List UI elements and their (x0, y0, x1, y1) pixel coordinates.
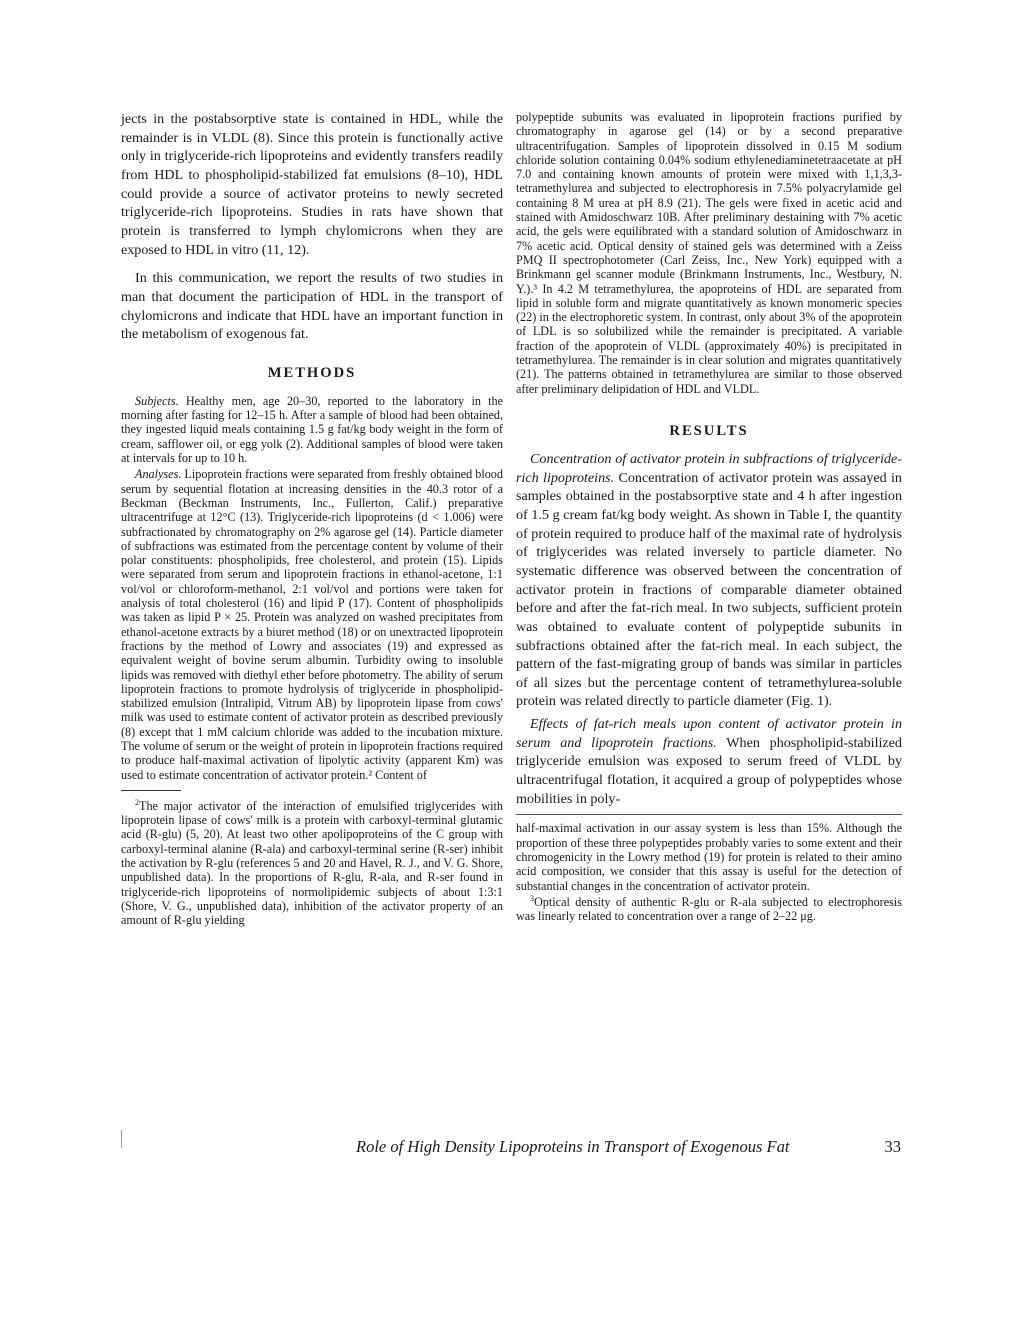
results-activator-subfractions (516, 450, 902, 711)
analyses-label: Analyses. (135, 467, 182, 482)
methods-heading: METHODS (267, 364, 357, 381)
footnote-2-mark: 2 (135, 797, 139, 807)
margin-rule (121, 1130, 122, 1148)
footnote-3 (516, 895, 902, 924)
methods-paragraph-continued: polypeptide subunits was evaluated in lipoprotein fractions purified by chromatography in agarose gel (14) or by a second preparative ultracentrifugation. Samples of lipoprotein dissolved in 0.15 M sodium chloride solution containing 0.04% sodium ethylenediaminetetraacetate at pH 7.0 and containing known amounts of protein were mixed with 1,1,3,3-tetramethylurea and subjected to electrophoresis in 7.5% polyacrylamide gel containing 8 M urea at pH 8.9 (21). The gels were fixed in acetic acid and stained with Amidoschwarz 10B. After preliminary destaining with 7% acetic acid, the gels were equilibrated with a standard solution of Amidoschwarz in 7% acetic acid. Optical density of stained gels was determined with a Zeiss PMQ II spectrophotometer (Carl Zeiss, Inc., New York) equipped with a Brinkmann gel scanner module (Brinkmann Instruments, Inc., Westbury, N. Y.).³ In 4.2 M tetramethylurea, the apoproteins of HDL are separated from lipid in soluble form and migrate quantitatively as known monomeric species (22) in the electrophoretic system. In contrast, only about 3% of the apoprotein of LDL is so solubilized while the remainder is precipitated. A variable fraction of the apoprotein of VLDL (approximately 40%) is precipitated in tetramethylurea. The remainder is in clear solution and migrates quantitatively (21). The patterns obtained in tetramethylurea are similar to those observed after preliminary delipidation of HDL and VLDL. (516, 110, 902, 396)
analyses-text: Lipoprotein fractions were separated from freshly obtained blood serum by sequential flotation at increasing densities in the 40.3 rotor of a Beckman (Beckman Instruments, Inc., Fullerton, Calif.) preparative ultracentrifuge at 12°C (13). Triglyceride-rich lipoproteins (d < 1.006) were subfractionated by chromatography on 2% agarose gel (14). Particle diameter of subfractions was estimated from the percentage content by volume of their polar constituents: phospholipids, free cholesterol, and protein (15). Lipids were separated from serum and lipoprotein fractions in ethanol-acetone, 1:1 vol/vol or chloroform-methanol, 2:1 vol/vol and portions were taken for analysis of total cholesterol (16) and lipid P (17). Content of phospholipids was taken as lipid P × 25. Protein was analyzed on washed precipitates from ethanol-acetone extracts by a biuret method (18) or on unextracted lipoprotein fractions by the method of Lowry and associates (19) and expressed as equivalent weight of bovine serum albumin. Turbidity owing to insoluble lipids was removed with diethyl ether before photometry. The ability of serum lipoprotein fractions to promote hydrolysis of triglyceride in phospholipid-stabilized emulsion (Intralipid, Vitrum AB) by lipoprotein lipase from cows' milk was used to estimate content of activator protein as described previously (8) except that 1 mM calcium chloride was added to the incubation mixture. The volume of serum or the weight of protein in lipoprotein fractions required to produce half-maximal activation of lipolytic activity (apparent Km) was used to estimate concentration of activator protein.² Content of (121, 467, 503, 782)
intro-paragraph-communication: In this communication, we report the results of two studies in man that document the participation of HDL in the transport of chylomicrons and indicate that HDL have an important function in the metabolism of exogenous fat. (121, 270, 503, 343)
footnote-2-text: The major activator of the interaction of emulsified triglycerides with lipoprotein lipase of cows' milk is a protein with carboxyl-terminal glutamic acid (R-glu) (5, 20). At least two other apolipoproteins of the C group with carboxyl-terminal alanine (R-ala) and carboxyl-terminal serine (R-ser) inhibit the activation by R-glu (references 5 and 20 and Havel, R. J., and V. G. Shore, unpublished data). In the proportions of R-glu, R-ala, and R-ser found in triglyceride-rich lipoproteins of normolipidemic subjects of about 1:3:1 (Shore, V. G., unpublished data), inhibition of the activator property of an amount of R-glu yielding (121, 798, 503, 928)
footnote-3-mark: 3 (530, 893, 534, 903)
results-subsection-2-label: Effects of fat-rich meals upon content of activator protein in serum and lipoprotein fractions. (516, 716, 902, 751)
intro-paragraph-continued: jects in the postabsorptive state is contained in HDL, while the remainder is in VLDL (8). Since this protein is functionally active only in triglyceride-rich lipoproteins and evidently transfers readily from HDL to phospholipid-stabilized fat emulsions (8–10), HDL could provide a source of activator proteins to newly secreted triglyceride-rich lipoproteins. Studies in rats have shown that protein is transferred to lymph chylomicrons when they are exposed to HDL in vitro (11, 12). (121, 111, 503, 258)
footnote-3-text: Optical density of authentic R-glu or R-ala subjected to electrophoresis was linearly related to concentration over a range of 2–22 μg. (516, 894, 902, 924)
results-subsection-2-text: When phospholipid-stabilized triglyceride emulsion was exposed to serum freed of VLDL by ultracentrifugal flotation, it acquired a group of polypeptides whose mobilities in poly- (516, 734, 902, 807)
footnote-area (516, 814, 902, 923)
subjects-text: Healthy men, age 20–30, reported to the laboratory in the morning after fasting for 12–15 h. After a sample of blood had been obtained, they ingested liquid meals containing 1.5 g fat/kg body weight in the form of cream, safflower oil, or egg yolk (2). Additional samples of blood were taken at intervals for up to 10 h. (121, 393, 503, 466)
footnote-2 (121, 799, 503, 928)
subjects-label: Subjects. (135, 393, 179, 408)
results-heading: RESULTS (669, 422, 749, 439)
results-subsection-1-text: Concentration of activator protein was assayed in samples obtained in the postabsorptive state and 4 h after ingestion of 1.5 g cream fat/kg body weight. As shown in Table I, the quantity of protein required to produce half of the maximal rate of hydrolysis of triglycerides was related inversely to particle diameter. No systematic difference was observed between the concentration of activator protein in fractions of comparable diameter obtained before and after the fat-rich meal. In two subjects, sufficient protein was obtained to evaluate content of polypeptide subunits in subfractions obtained after the fat-rich meal. In each subject, the pattern of the fast-migrating group of bands was similar in particles of all sizes but the percentage content of tetramethylurea-soluble protein was related directly to particle diameter (Fig. 1). (516, 469, 902, 710)
footnote-divider (121, 790, 181, 791)
page-number: 33 (884, 1137, 901, 1156)
results-fat-rich-meals (516, 715, 902, 808)
running-footer (356, 1137, 901, 1157)
left-column (121, 110, 503, 928)
running-title: Role of High Density Lipoproteins in Transport of Exogenous Fat (356, 1137, 790, 1156)
results-subsection-1-label: Concentration of activator protein in subfractions of triglyceride-rich lipoproteins. (516, 450, 902, 486)
footnote-2-continued: half-maximal activation in our assay system is less than 15%. Although the proportion of these three polypeptides probably varies to some extent and their chromogenicity in the Lowry method (19) for protein is related to their amino acid composition, we consider that this assay is useful for the detection of substantial changes in the concentration of activator protein. (516, 821, 902, 893)
analyses-paragraph (121, 467, 503, 782)
subjects-paragraph (121, 394, 503, 465)
right-column (516, 110, 902, 923)
